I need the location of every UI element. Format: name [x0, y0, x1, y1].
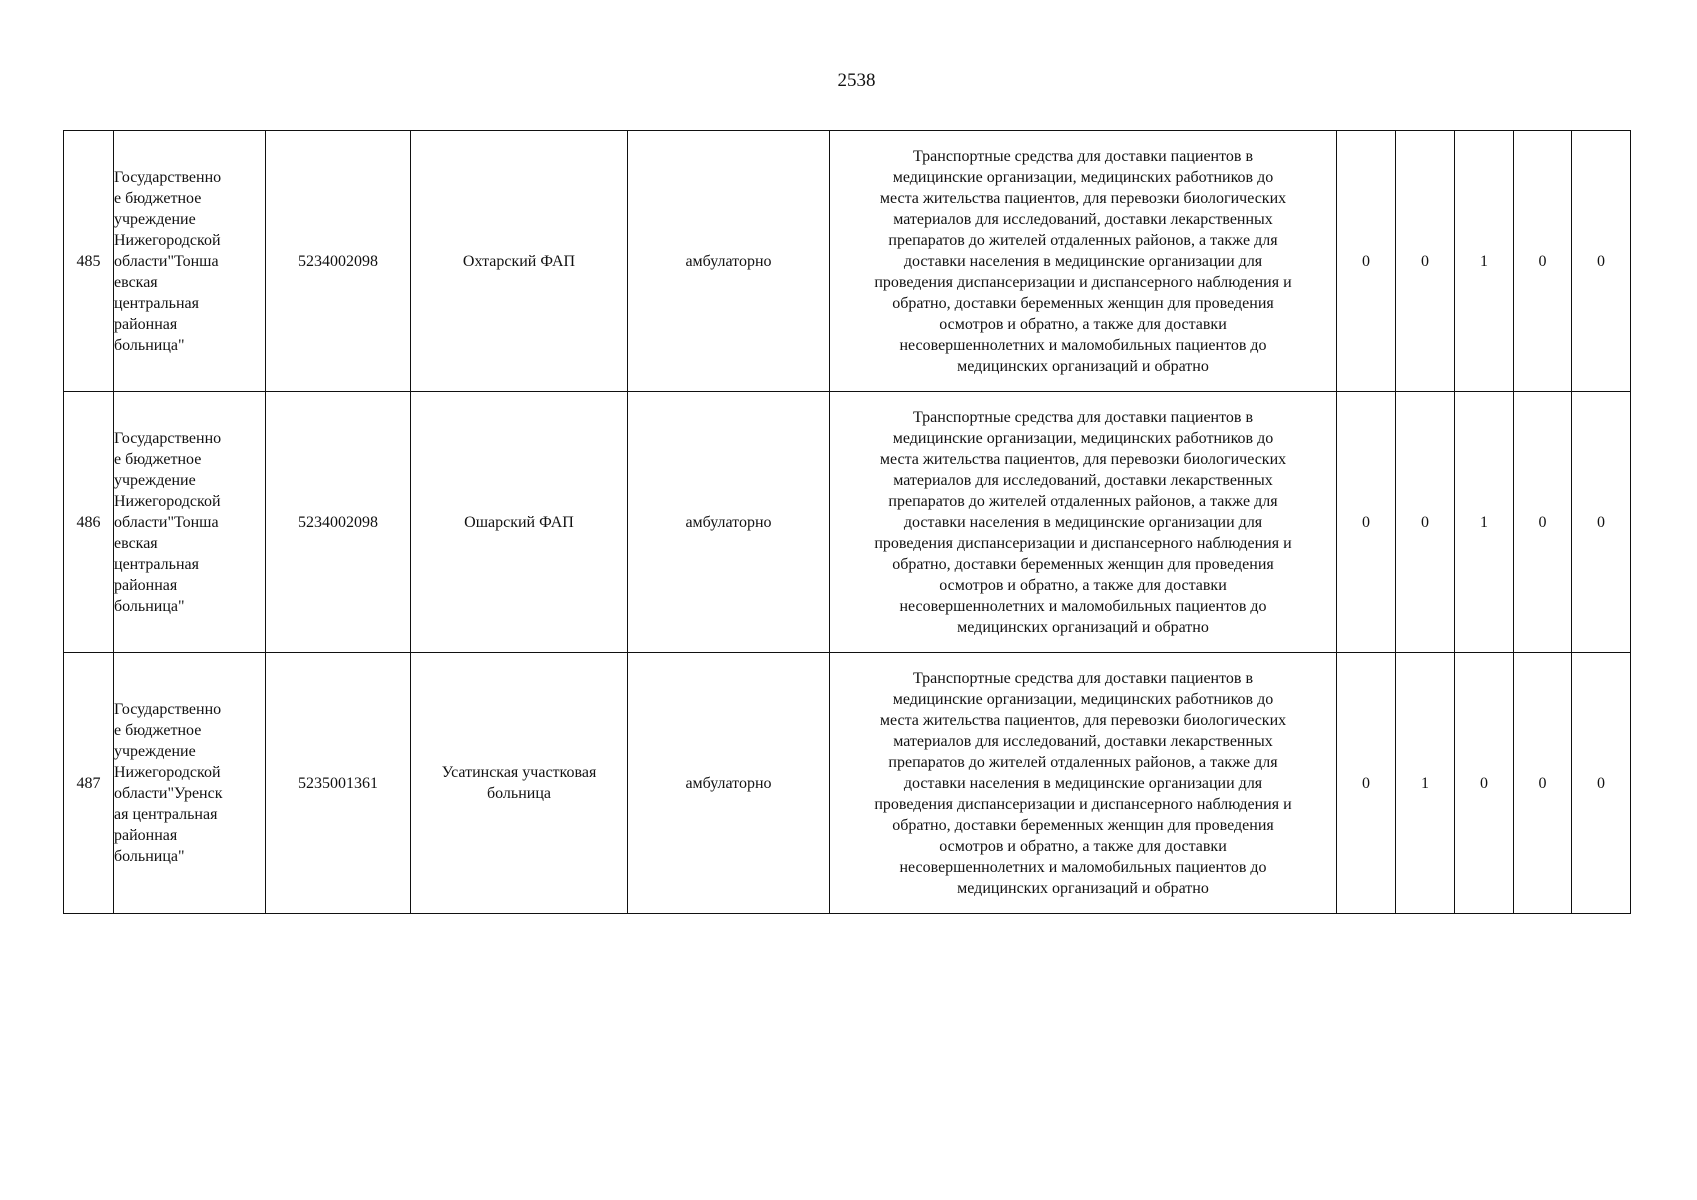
organization-name-line: центральная — [114, 555, 199, 573]
vehicle-description-line: материалов для исследований, доставки лекарственных — [893, 732, 1273, 750]
vehicle-description-line: Транспортные средства для доставки пациентов в — [912, 669, 1253, 687]
organization-name-line: Государственно — [114, 429, 222, 447]
organization-name-line: Нижегородской — [114, 492, 221, 510]
organization-name-line: больница" — [114, 848, 185, 865]
vehicle-description-line: медицинские организации, медицинских работников до — [892, 429, 1274, 447]
vehicle-description-line: места жительства пациентов, для перевозки биологических — [879, 189, 1287, 207]
vehicle-description-line: обратно, доставки беременных женщин для проведения — [892, 816, 1274, 834]
organization-name-line: районная — [114, 315, 178, 333]
count-value: 0 — [1514, 653, 1572, 914]
vehicle-description-line: места жительства пациентов, для перевозки биологических — [879, 711, 1287, 729]
organization-name-line: учреждение — [114, 471, 196, 489]
organization-name-line: евская — [114, 534, 158, 552]
vehicle-description-line: осмотров и обратно, а также для доставки — [939, 837, 1227, 855]
table-row — [64, 653, 1631, 914]
vehicle-description-line: несовершеннолетних и маломобильных пациентов до — [899, 858, 1267, 876]
inn-code: 5234002098 — [266, 131, 411, 392]
inn-code: 5235001361 — [266, 653, 411, 914]
count-value: 0 — [1572, 131, 1631, 392]
organization-name — [114, 131, 266, 392]
vehicle-description-line: проведения диспансеризации и диспансерного наблюдения и — [874, 273, 1292, 291]
vehicle-description-line: медицинские организации, медицинских работников до — [892, 690, 1274, 708]
organization-name-line: Нижегородской — [114, 764, 221, 781]
organization-name-line: учреждение — [114, 210, 196, 228]
organization-name-line: Нижегородской — [114, 231, 221, 249]
organization-name — [114, 392, 266, 653]
organization-name-line: области"Уренск — [114, 785, 223, 802]
vehicle-description-line: доставки населения в медицинские организации для — [903, 774, 1263, 792]
table-row — [64, 131, 1631, 392]
vehicle-description-line: Транспортные средства для доставки пациентов в — [912, 147, 1253, 165]
count-value: 0 — [1514, 131, 1572, 392]
count-value: 0 — [1572, 392, 1631, 653]
organization-name-line: районная — [114, 827, 178, 844]
vehicle-description-line: проведения диспансеризации и диспансерного наблюдения и — [874, 795, 1292, 813]
vehicle-description-line: проведения диспансеризации и диспансерного наблюдения и — [874, 534, 1292, 552]
vehicle-description-line: медицинские организации, медицинских работников до — [892, 168, 1274, 186]
vehicle-description-line: места жительства пациентов, для перевозки биологических — [879, 450, 1287, 468]
vehicle-description — [830, 131, 1337, 392]
organization-name-line: е бюджетное — [114, 189, 202, 207]
unit-name: Ошарский ФАП — [411, 392, 628, 653]
count-value: 0 — [1396, 131, 1455, 392]
organization-name-line: области"Тонша — [114, 513, 219, 531]
count-value: 0 — [1455, 653, 1514, 914]
count-value: 1 — [1396, 653, 1455, 914]
organization-name-line: евская — [114, 273, 158, 291]
unit-name: Охтарский ФАП — [411, 131, 628, 392]
vehicle-description-line: медицинских организаций и обратно — [957, 357, 1209, 375]
vehicle-description-line: Транспортные средства для доставки пациентов в — [912, 408, 1253, 426]
vehicle-description-line: осмотров и обратно, а также для доставки — [939, 315, 1227, 333]
vehicle-description-line: обратно, доставки беременных женщин для проведения — [892, 555, 1274, 573]
vehicle-description-line: медицинских организаций и обратно — [957, 879, 1209, 897]
count-value: 0 — [1514, 392, 1572, 653]
vehicle-description-line: медицинских организаций и обратно — [957, 618, 1209, 636]
count-value: 0 — [1337, 653, 1396, 914]
table-row — [64, 392, 1631, 653]
row-number: 485 — [64, 131, 114, 392]
organization-name-line: области"Тонша — [114, 252, 219, 270]
row-number: 486 — [64, 392, 114, 653]
organization-name-line: больница" — [114, 336, 185, 354]
vehicle-description-line: препаратов до жителей отдаленных районов, а также для — [888, 231, 1278, 249]
organization-name-line: е бюджетное — [114, 450, 202, 468]
vehicle-description-line: материалов для исследований, доставки лекарственных — [893, 210, 1273, 228]
organization-name-line: ая центральная — [114, 806, 218, 823]
vehicle-description-line: осмотров и обратно, а также для доставки — [939, 576, 1227, 594]
vehicle-description-line: препаратов до жителей отдаленных районов, а также для — [888, 753, 1278, 771]
vehicle-description-line: доставки населения в медицинские организации для — [903, 513, 1263, 531]
data-table — [63, 130, 1631, 914]
organization-name-line: Государственно — [114, 701, 222, 718]
vehicle-description-line: несовершеннолетних и маломобильных пациентов до — [899, 597, 1267, 615]
organization-name-line: учреждение — [114, 743, 196, 760]
vehicle-description-line: обратно, доставки беременных женщин для проведения — [892, 294, 1274, 312]
count-value: 0 — [1337, 131, 1396, 392]
count-value: 0 — [1572, 653, 1631, 914]
organization-name-line: е бюджетное — [114, 722, 202, 739]
vehicle-description — [830, 392, 1337, 653]
count-value: 1 — [1455, 392, 1514, 653]
inn-code: 5234002098 — [266, 392, 411, 653]
count-value: 1 — [1455, 131, 1514, 392]
count-value: 0 — [1337, 392, 1396, 653]
organization-name-line: центральная — [114, 294, 199, 312]
count-value: 0 — [1396, 392, 1455, 653]
organization-name — [114, 653, 266, 914]
vehicle-description-line: препаратов до жителей отдаленных районов, а также для — [888, 492, 1278, 510]
care-condition: амбулаторно — [628, 131, 830, 392]
care-condition: амбулаторно — [628, 392, 830, 653]
page-number: 2538 — [837, 70, 876, 91]
vehicle-description-line: доставки населения в медицинские организации для — [903, 252, 1263, 270]
row-number: 487 — [64, 653, 114, 914]
organization-name-line: больница" — [114, 597, 185, 615]
care-condition: амбулаторно — [628, 653, 830, 914]
vehicle-description-line: материалов для исследований, доставки лекарственных — [893, 471, 1273, 489]
vehicle-description-line: несовершеннолетних и маломобильных пациентов до — [899, 336, 1267, 354]
vehicle-description — [830, 653, 1337, 914]
organization-name-line: районная — [114, 576, 178, 594]
unit-name: Усатинская участковая больница — [411, 653, 628, 914]
organization-name-line: Государственно — [114, 168, 222, 186]
